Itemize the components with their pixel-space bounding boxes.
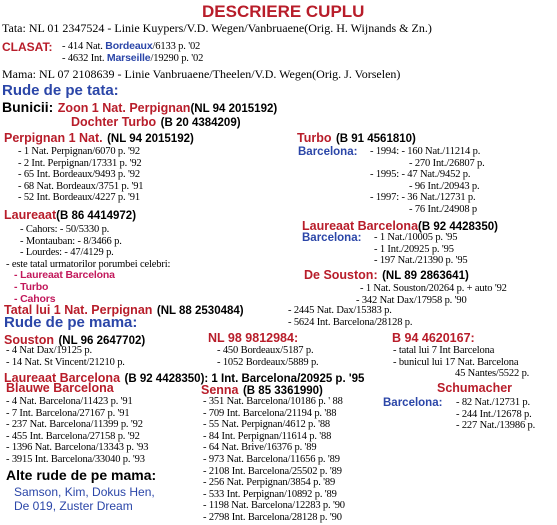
blauwe-barcelona-result: - 3915 Int. Barcelona/33040 p. '93 [6, 453, 145, 465]
grandfather-name: Zoon 1 Nat. Perpignan [57, 101, 191, 115]
laureaat-barcelona-results [374, 232, 468, 267]
schumacher-results [456, 397, 535, 432]
senna-ring: (B 85 3361990) [242, 385, 323, 397]
turbo-result: - 1997: - 36 Nat./12731 p. [370, 192, 476, 204]
clasat-result-1-detail: /6133 p. '02 [152, 41, 201, 52]
laureaat-result: - Lourdes: - 47/4129 p. [20, 247, 114, 259]
perpignan-ring: (NL 94 2015192) [107, 133, 194, 145]
turbo-results [370, 146, 485, 216]
grandmother-ring: (B 20 4384209) [160, 117, 241, 129]
tatal-perpignan-ring: (NL 88 2530484) [156, 305, 244, 317]
grandmother-name: Dochter Turbo [71, 115, 157, 129]
nl98-results [217, 345, 319, 368]
senna-result: - 709 Int. Barcelona/21194 p. '88 [203, 407, 337, 419]
page-title: DESCRIERE CUPLU [202, 2, 365, 21]
senna-result: - 1198 Nat. Barcelona/12283 p. '90 [203, 500, 345, 512]
laureaat-result: - Montauban: - 8/3466 p. [20, 235, 122, 247]
nl98-result: - 450 Bordeaux/5187 p. [217, 345, 314, 356]
turbo-ring: (B 91 4561810) [335, 133, 416, 145]
clasat-result-1-place: Bordeaux [105, 40, 153, 52]
blauwe-barcelona-results [6, 396, 148, 466]
laureaat-barcelona-place: Barcelona: [302, 232, 362, 244]
grandfather-ring: (NL 94 2015192) [190, 103, 278, 115]
laureaat-barcelona-mother-name: Laureaat Barcelona [4, 371, 121, 385]
laureaat-barcelona-ring: (B 92 4428350) [418, 221, 498, 233]
perpignan-results [18, 146, 143, 204]
turbo-result: - 270 Int./26807 p. [409, 157, 485, 169]
laureaat-child: - Cahors [14, 292, 56, 305]
laureaat-result: - Cahors: - 50/5330 p. [20, 224, 110, 235]
clasat-label: CLASAT: [2, 40, 53, 54]
turbo-result: - 76 Int./24908 p [409, 203, 478, 215]
laureaat-barcelona-result: - 1 Nat./10005 p. '95 [374, 232, 458, 243]
perpignan-result: - 65 Int. Bordeaux/9493 p. '92 [18, 169, 140, 181]
tatal-perpignan-result: - 2445 Nat. Dax/15383 p. [288, 305, 392, 316]
schumacher-result: - 244 Int./12678 p. [456, 408, 532, 420]
laureaat-child: - Turbo [14, 280, 49, 293]
other-relatives-label: Alte rude de pe mama: [6, 467, 157, 483]
senna-results [203, 396, 345, 524]
senna-result: - 55 Nat. Perpignan/4612 p. '88 [203, 419, 331, 431]
nl98-name: NL 98 9812984: [208, 331, 299, 345]
laureaat-barcelona-name: Laureaat Barcelona [302, 219, 419, 233]
souston-result: - 14 Nat. St Vincent/21210 p. [6, 356, 125, 368]
other-relatives-names [14, 485, 155, 513]
perpignan-result: - 1 Nat. Perpignan/6070 p. '92 [18, 146, 140, 157]
de-souston-name: De Souston: [304, 268, 378, 282]
clasat-result-1-pos: - 414 Nat. [62, 41, 103, 52]
schumacher-result: - 227 Nat./13986 p. [456, 420, 536, 432]
laureaat-child: - Laureaat Barcelona [14, 269, 115, 282]
clasat-result-2-detail: /19290 p. '02 [150, 53, 204, 64]
senna-result: - 2108 Int. Barcelona/25502 p. '89 [203, 465, 342, 477]
de-souston-ring: (NL 89 2863641) [382, 270, 469, 282]
grandparents-label: Bunicii: [2, 99, 54, 115]
schumacher-result: - 82 Nat./12731 p. [456, 397, 530, 408]
laureaat-barcelona-result: - 197 Nat./21390 p. '95 [374, 255, 468, 267]
laureaat-ring: (B 86 4414972) [56, 210, 137, 222]
clasat-result-2-place: Marseille [106, 52, 151, 64]
blauwe-barcelona-result: - 4 Nat. Barcelona/11423 p. '91 [6, 396, 133, 407]
laureaat-barcelona-mother-text: (B 92 4428350): 1 Int. Barcelona/20925 p. '95 [124, 373, 365, 385]
b94-result: - bunicul lui 17 Nat. Barcelona [393, 356, 519, 368]
tatal-perpignan-results [288, 305, 412, 328]
senna-result: - 973 Nat. Barcelona/11656 p. '89 [203, 453, 340, 465]
clasat-result-1 [62, 41, 200, 53]
perpignan-header [4, 129, 194, 147]
blauwe-barcelona-result: - 7 Int. Barcelona/27167 p. '91 [6, 407, 130, 419]
de-souston-header [304, 266, 469, 284]
father-line: Tata: NL 01 2347524 - Linie Kuypers/V.D. Wegen/Vanbruaene(Orig. H. Wijnands & Zn.) [2, 21, 432, 35]
schumacher-place: Barcelona: [383, 397, 443, 409]
turbo-result: - 1994: - 160 Nat./11214 p. [370, 146, 481, 157]
turbo-header [297, 129, 416, 147]
de-souston-results [356, 283, 507, 306]
clasat-result-2 [62, 53, 203, 65]
souston-result: - 4 Nat Dax/19125 p. [6, 345, 92, 356]
perpignan-result: - 68 Nat. Bordeaux/3751 p. '91 [18, 180, 144, 192]
other-relatives-line: De 019, Zuster Dream [14, 499, 133, 513]
senna-result: - 64 Nat. Brive/16376 p. '89 [203, 442, 317, 454]
de-souston-result: - 1 Nat. Souston/20264 p. + auto '92 [360, 283, 507, 294]
blauwe-barcelona-name: Blauwe Barcelona [6, 381, 114, 395]
laureaat-note: - este tatal urmatorilor porumbei celebri: [6, 258, 171, 270]
laureaat-header [4, 206, 136, 224]
clasat-result-2-pos: - 4632 Int. [62, 53, 105, 64]
laureaat-barcelona-result: - 1 Int./20925 p. '95 [374, 243, 454, 255]
tatal-perpignan-name: Tatal lui 1 Nat. Perpignan [4, 303, 153, 317]
senna-result: - 351 Nat. Barcelona/10186 p. ' 88 [203, 396, 343, 407]
turbo-result: - 96 Int./20943 p. [409, 180, 480, 192]
laureaat-results [6, 224, 170, 305]
blauwe-barcelona-result: - 1396 Nat. Barcelona/13343 p. '93 [6, 442, 149, 454]
turbo-name: Turbo [297, 131, 332, 145]
senna-name: Senna [201, 383, 239, 397]
schumacher-name: Schumacher [437, 381, 513, 395]
b94-result: - tatal lui 7 Int Barcelona [393, 345, 495, 356]
b94-result: 45 Nantes/5522 p. [455, 368, 530, 380]
mother-line: Mama: NL 07 2108639 - Linie Vanbruaene/Theelen/V.D. Wegen(Orig. J. Vorselen) [2, 67, 401, 81]
senna-result: - 2798 Int. Barcelona/28128 p. '90 [203, 511, 342, 523]
de-souston-result: - 342 Nat Dax/17958 p. '90 [356, 294, 467, 306]
section-father-relatives: Rude de pe tata: [2, 82, 119, 99]
souston-results [6, 345, 125, 368]
turbo-place: Barcelona: [298, 146, 358, 158]
tatal-perpignan-result: - 5624 Int. Barcelona/28128 p. [288, 316, 413, 328]
section-mother-relatives: Rude de pe mama: [4, 314, 138, 331]
nl98-result: - 1052 Bordeaux/5889 p. [217, 356, 319, 368]
perpignan-result: - 52 Int. Bordeaux/4227 p. '91 [18, 192, 140, 204]
senna-result: - 256 Nat. Perpignan/3854 p. '89 [203, 477, 336, 489]
turbo-result: - 1995: - 47 Nat./9452 p. [370, 169, 471, 181]
senna-result: - 84 Int. Perpignan/11614 p. '88 [203, 430, 332, 442]
blauwe-barcelona-result: - 237 Nat. Barcelona/11399 p. '92 [6, 419, 143, 431]
perpignan-result: - 2 Int. Perpignan/17331 p. '92 [18, 157, 142, 169]
b94-results [393, 345, 529, 380]
blauwe-barcelona-result: - 455 Int. Barcelona/27158 p. '92 [6, 430, 140, 442]
souston-name: Souston [4, 333, 54, 347]
souston-ring: (NL 96 2647702) [58, 335, 146, 347]
other-relatives-line: Samson, Kim, Dokus Hen, [14, 485, 155, 499]
senna-result: - 533 Int. Perpignan/10892 p. '89 [203, 488, 337, 500]
b94-name: B 94 4620167: [392, 331, 475, 345]
perpignan-name: Perpignan 1 Nat. [4, 131, 103, 145]
laureaat-name: Laureaat [4, 208, 57, 222]
